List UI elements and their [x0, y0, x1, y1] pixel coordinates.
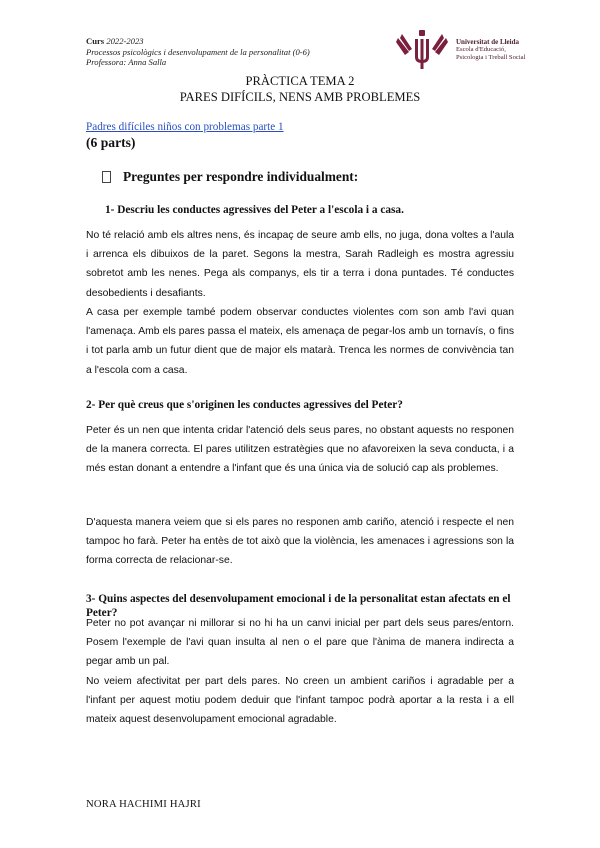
course-line	[86, 36, 310, 47]
answer-3-paragraph-1: Peter no pot avançar ni millorar si no hi ha un canvi inicial per part dels seus pares/entorn. Posem l'exemple de l'avi quan insulta al nen o el pare que l'ànima de manera indirecta a pegar amb un pal.	[86, 618, 514, 668]
section-heading	[102, 169, 358, 185]
answer-2-paragraph-1: Peter és un nen que intenta cridar l'atenció dels seus pares, no obstant aquests no responen de la manera correcta. El pares utilitzen estratègies que no afavoreixen la seva conducta, i a més estan donant a entendre a l'infant que és una única via de solució cap als problemes.	[86, 425, 514, 475]
course-year: 2022-2023	[106, 36, 144, 46]
course-header	[86, 36, 310, 68]
video-link[interactable]: Padres difíciles niños con problemas parte 1	[86, 121, 284, 133]
logo-faculty-line1: Escola d'Educació,	[456, 46, 506, 53]
document-title-line1: PRÀCTICA TEMA 2	[245, 74, 355, 88]
logo-university-name: Universitat de Lleida	[456, 38, 519, 46]
author-name: NORA HACHIMI HAJRI	[86, 799, 201, 810]
section-heading-text: Preguntes per respondre individualment:	[123, 169, 359, 184]
answer-2-paragraph-2: D'aquesta manera veiem que si els pares no responen amb cariño, atenció i respecte el nen tampoc ho farà. Peter ha entès de tot això que la violència, les amenaces i agressions son la forma correcta de relacionar-se.	[86, 517, 514, 567]
checkbox-glyph-icon	[102, 171, 111, 183]
logo-faculty-line2: Psicologia i Treball Social	[456, 54, 526, 61]
parts-count: (6 parts)	[86, 135, 136, 150]
teacher-line: Professora: Anna Salla	[86, 57, 167, 67]
question-2: 2- Per què creus que s'originen les conductes agressives del Peter?	[86, 399, 403, 411]
logo-text	[456, 38, 525, 62]
answer-1-paragraph-2: A casa per exemple també podem observar conductes violentes com son amb l'avi quan l'amenaça. Amb els pares passa el mateix, els amenaça de pegar-los amb un tornavís, o fins i tot parla amb un futur dient que de major els matarà. Trenca les normes de convivència tan a l'escola com a casa.	[86, 307, 514, 376]
answer-3-paragraph-2: No veiem afectivitat per part dels pares. No creen un ambient cariños i agradable per a l'infant per aquest motiu podem deduir que l'infant tampoc podrà aportar a la resta i a ell mateix aquest desenvolupament emocional agradable.	[86, 676, 514, 726]
question-3: 3- Quins aspectes del desenvolupament emocional i de la personalitat estan afectats en el Peter?	[86, 593, 511, 619]
university-logo	[396, 30, 566, 72]
answer-1-paragraph-1: No té relació amb els altres nens, és incapaç de seure amb ells, no juga, dona voltes a l'aula i arrenca els dibuixos de la paret. Segons la mestra, Sarah Radleigh es mostra agressiu sobretot amb les nenes. Pega als companys, els tir a terra i dona puntades. Té conductes desobedients i desafiants.	[86, 230, 514, 299]
course-label: Curs	[86, 36, 105, 46]
university-emblem-icon	[396, 30, 448, 72]
question-1: 1- Descriu les conductes agressives del Peter a l'escola i a casa.	[105, 204, 404, 216]
document-title-line2: PARES DIFÍCILS, NENS AMB PROBLEMES	[179, 90, 421, 104]
subject-line: Processos psicològics i desenvolupament de la personalitat (0-6)	[86, 46, 310, 57]
